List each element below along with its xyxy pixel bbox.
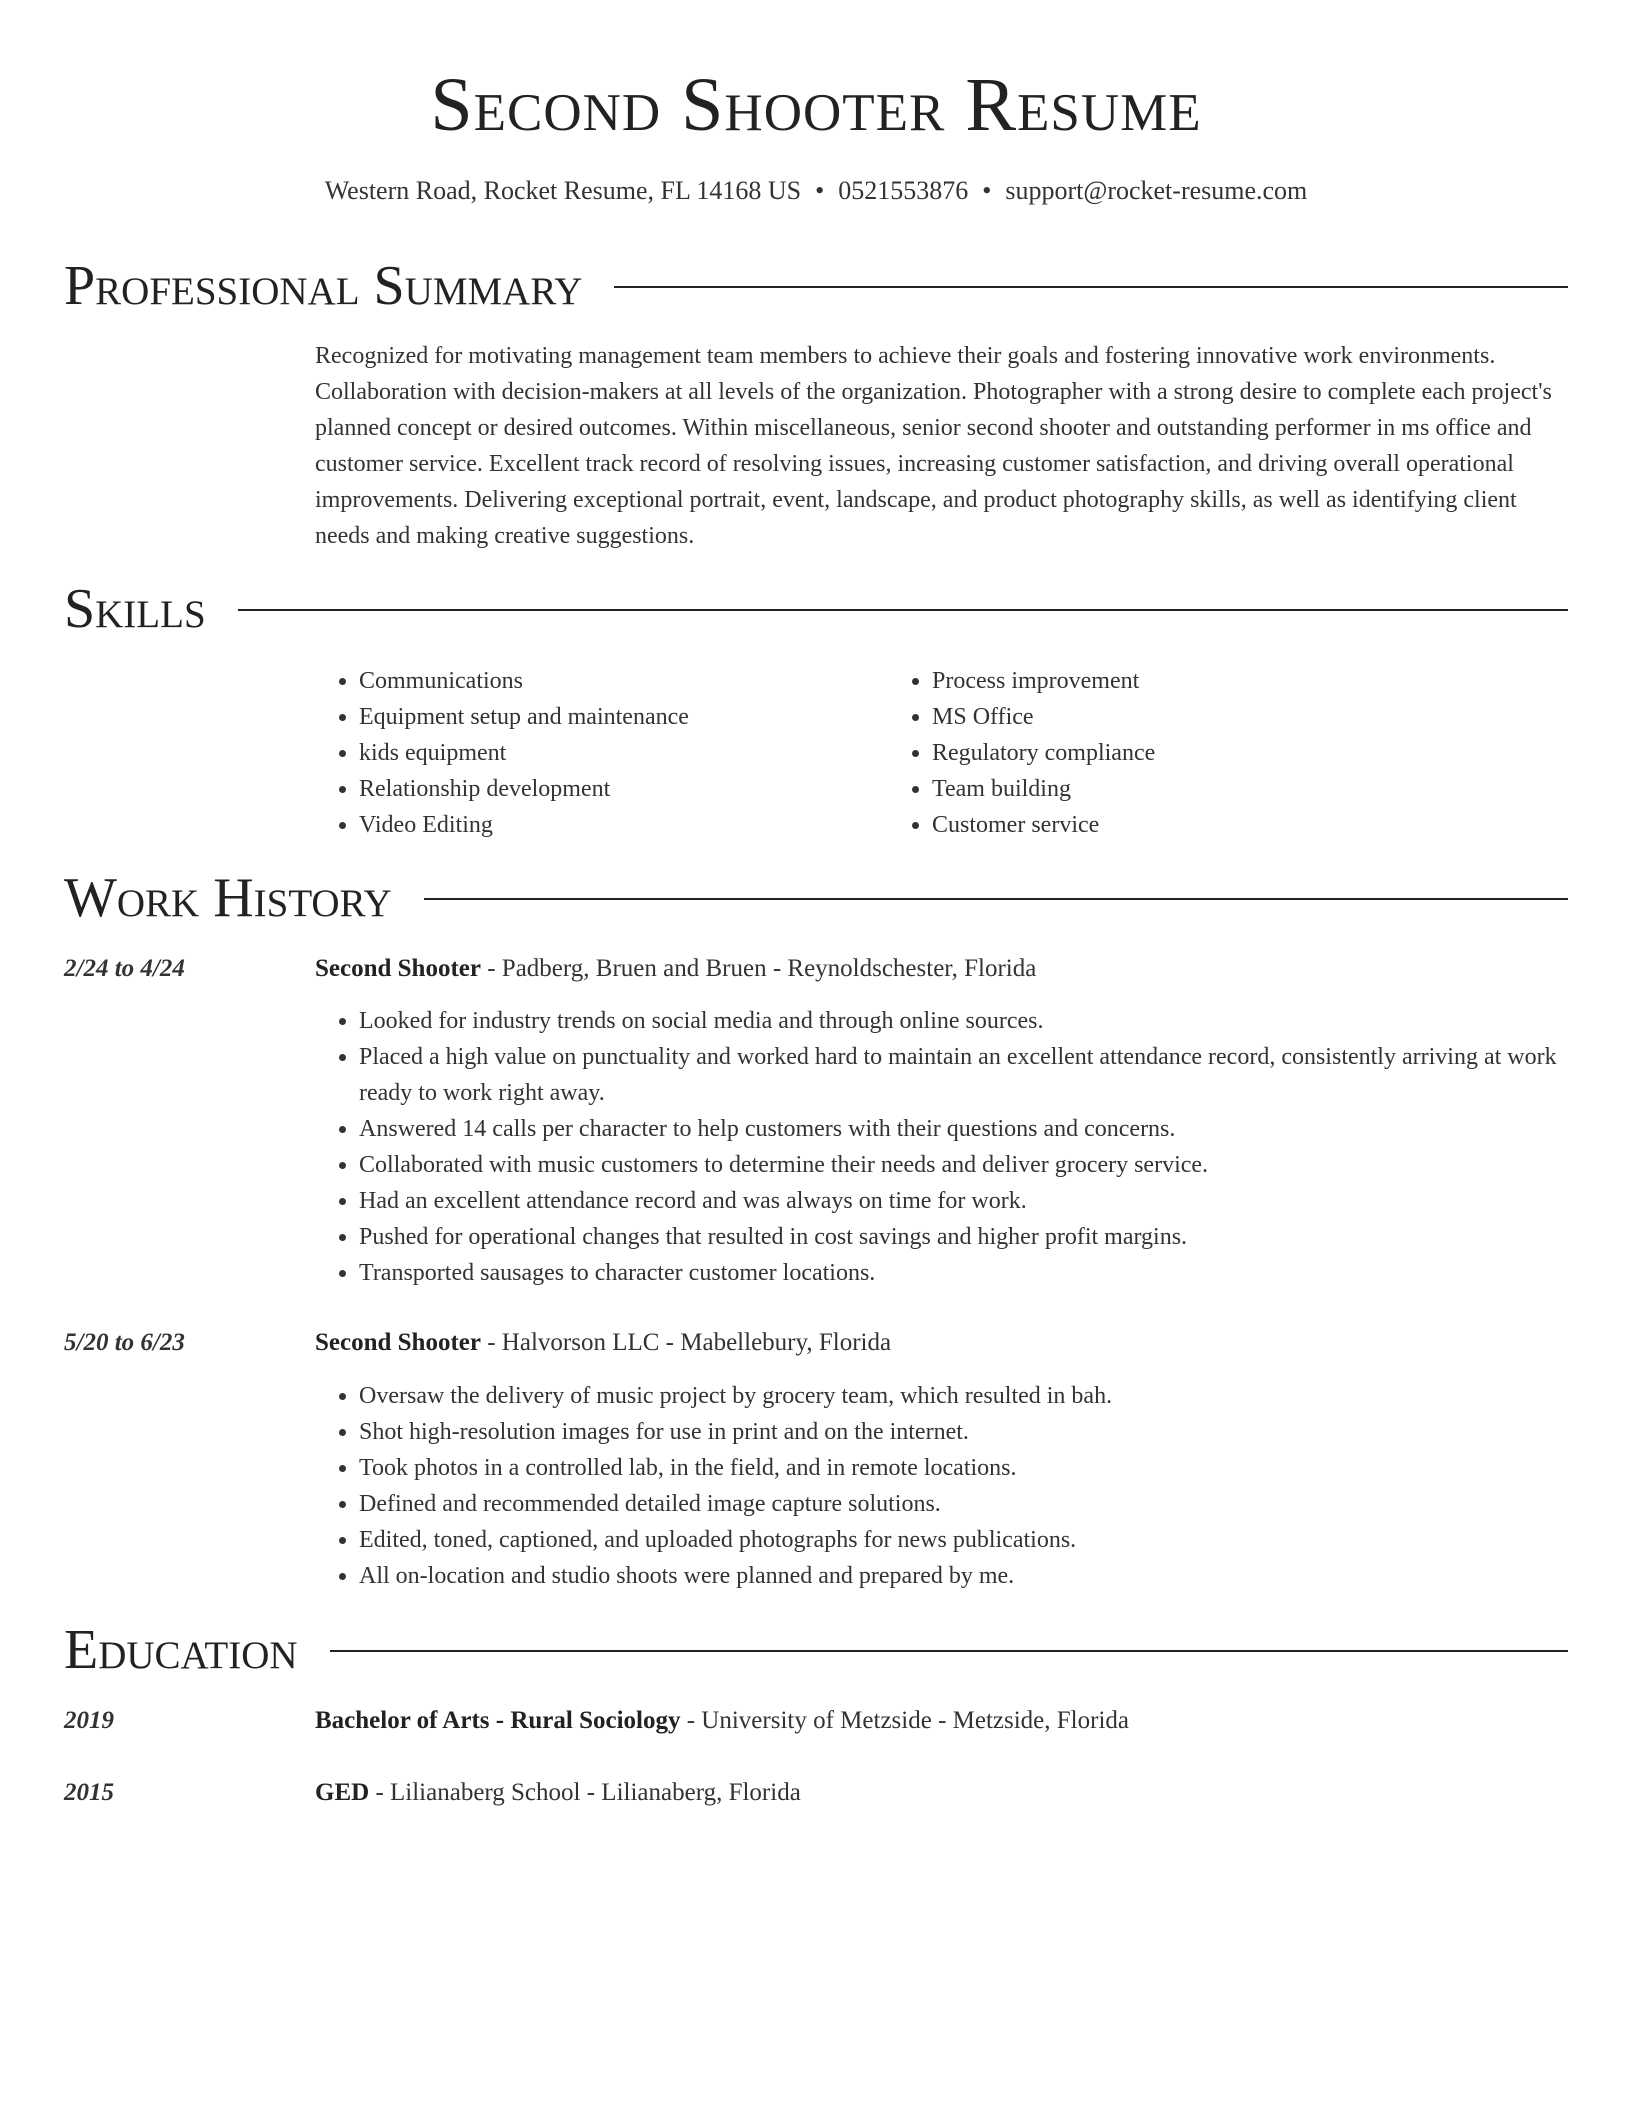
job-header xyxy=(315,951,1568,987)
job-bullet: • All on-location and studio shoots were planned and prepared by me. xyxy=(359,1558,1568,1594)
section-heading-work-history xyxy=(64,868,1568,928)
education-school-location: - Lilianaberg School - Lilianaberg, Florida xyxy=(369,1779,801,1806)
resume-name: Second Shooter Resume xyxy=(430,63,1202,147)
skill-item: • Equipment setup and maintenance xyxy=(359,699,888,735)
education-school-location: - University of Metzside - Metzside, Florida xyxy=(680,1707,1129,1734)
job-bullet: • Transported sausages to character customer locations. xyxy=(359,1255,1568,1291)
job-bullets xyxy=(315,1378,1568,1594)
education-entry xyxy=(315,1703,1568,1739)
skill-item: • MS Office xyxy=(932,699,1461,735)
contact-email: support@rocket-resume.com xyxy=(1005,176,1308,205)
education-year: 2019 xyxy=(64,1707,114,1734)
section-divider xyxy=(424,898,1568,900)
job-bullet: • Oversaw the delivery of music project by grocery team, which resulted in bah. xyxy=(359,1378,1568,1414)
job-bullet: • Pushed for operational changes that resulted in cost savings and higher profit margins. xyxy=(359,1219,1568,1255)
education-degree: GED xyxy=(315,1779,370,1806)
section-title: Professional Summary xyxy=(64,255,583,317)
job-bullet: • Had an excellent attendance record and was always on time for work. xyxy=(359,1183,1568,1219)
skill-item: • Process improvement xyxy=(932,663,1461,699)
education-year: 2015 xyxy=(64,1779,114,1806)
contact-separator: • xyxy=(982,176,992,205)
contact-phone: 0521553876 xyxy=(838,176,969,205)
section-title: Work History xyxy=(64,867,392,929)
section-divider xyxy=(238,609,1568,611)
job-employer-location: - Halvorson LLC - Mabellebury, Florida xyxy=(480,1329,892,1356)
skills-list xyxy=(315,663,1568,843)
section-divider xyxy=(330,1650,1568,1652)
job-dates: 5/20 to 6/23 xyxy=(64,1329,185,1356)
skill-item: • Communications xyxy=(359,663,888,699)
skills-column-left xyxy=(315,663,888,843)
skill-item: • Customer service xyxy=(932,807,1461,843)
job-employer-location: - Padberg, Bruen and Bruen - Reynoldschester, Florida xyxy=(480,955,1037,982)
contact-line xyxy=(64,174,1568,208)
job-title: Second Shooter xyxy=(315,955,481,982)
job-bullet: • Collaborated with music customers to determine their needs and deliver grocery service. xyxy=(359,1147,1568,1183)
education-degree: Bachelor of Arts - Rural Sociology xyxy=(315,1707,681,1734)
skill-item: • Video Editing xyxy=(359,807,888,843)
job-bullet: • Placed a high value on punctuality and worked hard to maintain an excellent attendance record, consistently arriving at work ready to work right away. xyxy=(359,1039,1568,1111)
skill-item: • Relationship development xyxy=(359,771,888,807)
skill-item: • kids equipment xyxy=(359,735,888,771)
contact-separator: • xyxy=(815,176,825,205)
skills-column-right xyxy=(888,663,1461,843)
job-title: Second Shooter xyxy=(315,1329,481,1356)
job-bullet: • Looked for industry trends on social media and through online sources. xyxy=(359,1003,1568,1039)
summary-text: Recognized for motivating management team members to achieve their goals and fostering innovative work environments. Collaboration with decision-makers at all levels of the organization. Photographer with a strong desire to complete each project's planned concept or desired outcomes. Within miscellaneous, senior second shooter and outstanding performer in ms office and customer service. Excellent track record of resolving issues, increasing customer satisfaction, and driving overall operational improvements. Delivering exceptional portrait, event, landscape, and product photography skills, as well as identifying client needs and making creative suggestions. xyxy=(315,343,1552,549)
section-heading-skills xyxy=(64,579,1568,639)
section-title: Education xyxy=(64,1619,298,1681)
skill-item: • Regulatory compliance xyxy=(932,735,1461,771)
section-divider xyxy=(614,286,1568,288)
education-entry xyxy=(315,1775,1568,1811)
skill-item: • Team building xyxy=(932,771,1461,807)
job-dates: 2/24 to 4/24 xyxy=(64,955,185,982)
section-heading-education xyxy=(64,1620,1568,1680)
job-bullet: • Took photos in a controlled lab, in the field, and in remote locations. xyxy=(359,1450,1568,1486)
section-heading-summary xyxy=(64,256,1568,316)
job-bullet: • Shot high-resolution images for use in print and on the internet. xyxy=(359,1414,1568,1450)
job-bullet: • Defined and recommended detailed image capture solutions. xyxy=(359,1486,1568,1522)
section-title: Skills xyxy=(64,578,206,640)
job-bullet: • Answered 14 calls per character to help customers with their questions and concerns. xyxy=(359,1111,1568,1147)
job-header xyxy=(315,1325,1568,1361)
job-bullets xyxy=(315,1003,1568,1291)
contact-address: Western Road, Rocket Resume, FL 14168 US xyxy=(324,176,802,205)
job-bullet: • Edited, toned, captioned, and uploaded photographs for news publications. xyxy=(359,1522,1568,1558)
